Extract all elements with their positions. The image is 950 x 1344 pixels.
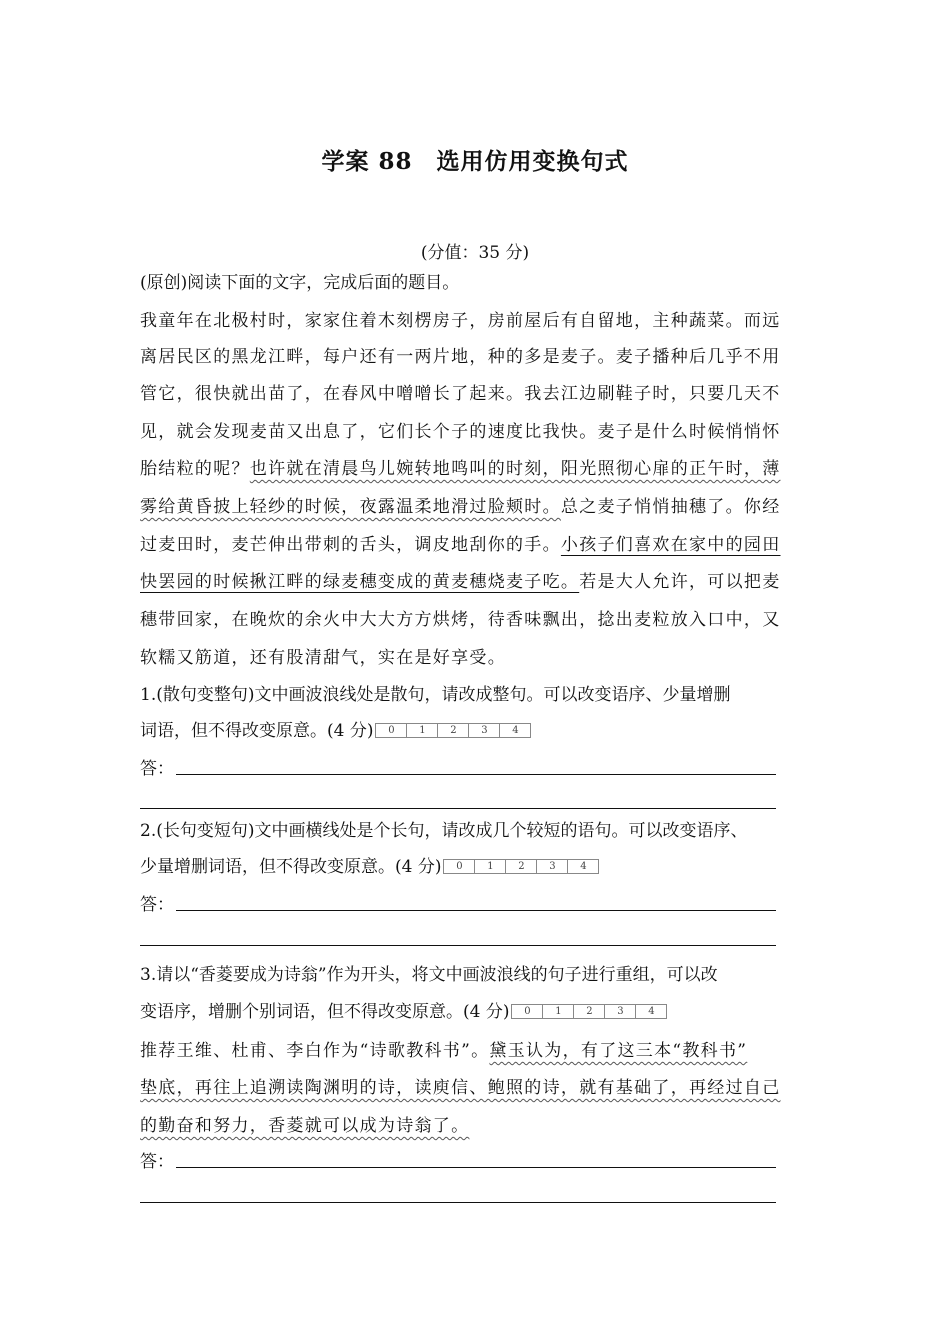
score-cell[interactable]: 2 <box>574 1005 605 1018</box>
passage-text: 胎结粒的呢？ <box>140 459 250 479</box>
wavy-underlined-text: 垫底，再往上追溯读陶渊明的诗，读庾信、鲍照的诗，就有基础了，再经过自己 <box>140 1078 781 1098</box>
passage-text: 若是大人允许，可以把麦 <box>579 572 781 592</box>
question-1-text <box>140 720 531 742</box>
score-box[interactable] <box>511 1004 667 1019</box>
answer-line[interactable] <box>140 808 776 809</box>
score-cell[interactable]: 4 <box>648 1006 655 1017</box>
answer-line[interactable] <box>140 1202 776 1203</box>
question-2-text: 2.(长句变短句)文中画横线处是个长句，请改成几个较短的语句。可以改变语序、 <box>140 821 748 841</box>
score-cell[interactable]: 3 <box>537 860 568 873</box>
question-2-text <box>140 856 599 878</box>
score-cell[interactable]: 0 <box>444 860 475 873</box>
answer-label: 答： <box>140 895 174 915</box>
answer-line[interactable] <box>176 774 776 775</box>
question-3-material <box>140 1077 781 1099</box>
question-3-material <box>140 1040 747 1062</box>
question-3-material <box>140 1115 469 1137</box>
score-cell[interactable]: 1 <box>475 860 506 873</box>
score-cell[interactable]: 1 <box>543 1005 574 1018</box>
wavy-underlined-text: 雾给黄昏披上轻纱的时候，夜露温柔地滑过脸颊时。 <box>140 497 561 517</box>
page-title: 学案 88 选用仿用变换句式 <box>321 148 629 175</box>
score-cell[interactable]: 1 <box>407 724 438 737</box>
score-cell[interactable]: 4 <box>580 861 587 872</box>
score-box[interactable] <box>443 859 599 874</box>
passage-line: 软糯又筋道，还有股清甜气，实在是好享受。 <box>140 648 506 668</box>
underlined-text: 小孩子们喜欢在家中的园田 <box>560 535 781 555</box>
underlined-text: 快罢园的时候揪江畔的绿麦穗变成的黄麦穗烧麦子吃。 <box>140 572 580 592</box>
answer-label: 答： <box>140 759 174 779</box>
passage-line: 离居民区的黑龙江畔，每户还有一两片地，种的多是麦子。麦子播种后几乎不用 <box>140 347 781 367</box>
passage-line: 管它，很快就出苗了，在春风中噌噌长了起来。我去江边刷鞋子时，只要几天不 <box>140 384 781 404</box>
passage-line: 见，就会发现麦苗又出息了，它们长个子的速度比我快。麦子是什么时候悄悄怀 <box>140 422 781 442</box>
wavy-underlined-text: 也许就在清晨鸟儿婉转地鸣叫的时刻，阳光照彻心扉的正午时，薄 <box>249 459 781 479</box>
score-cell[interactable]: 0 <box>376 724 407 737</box>
score-cell[interactable]: 3 <box>469 724 500 737</box>
question-3-text <box>140 1001 667 1023</box>
question-3-prompt: 变语序，增删个别词语，但不得改变原意。(4 分) <box>140 1002 510 1022</box>
passage-line <box>140 571 781 593</box>
question-1-prompt: 词语，但不得改变原意。(4 分) <box>140 721 374 741</box>
score-cell[interactable]: 2 <box>506 860 537 873</box>
question-3-text: 3.请以“香菱要成为诗翁”作为开头，将文中画波浪线的句子进行重组，可以改 <box>140 965 718 985</box>
question-2-prompt: 少量增删词语，但不得改变原意。(4 分) <box>140 857 442 877</box>
score-cell[interactable]: 0 <box>512 1005 543 1018</box>
wavy-underlined-text: 黛玉认为，有了这三本“教科书” <box>489 1041 748 1061</box>
answer-line[interactable] <box>176 1167 776 1168</box>
score-box[interactable] <box>375 723 531 738</box>
passage-text: 过麦田时，麦芒伸出带刺的舌头，调皮地刮你的手。 <box>140 535 561 555</box>
passage-line: 穗带回家，在晚炊的余火中大大方方烘烤，待香味飘出，捻出麦粒放入口中，又 <box>140 610 781 630</box>
answer-label: 答： <box>140 1152 174 1172</box>
score-cell[interactable]: 4 <box>512 725 519 736</box>
answer-line[interactable] <box>140 945 776 946</box>
intro-text: (原创)阅读下面的文字，完成后面的题目。 <box>140 273 460 293</box>
score-cell[interactable]: 2 <box>438 724 469 737</box>
wavy-underlined-text: 的勤奋和努力，香菱就可以成为诗翁了。 <box>140 1116 470 1136</box>
passage-line: 我童年在北极村时，家家住着木刻楞房子，房前屋后有自留地，主种蔬菜。而远 <box>140 311 781 331</box>
material-text: 推荐王维、杜甫、李白作为“诗歌教科书”。 <box>140 1041 490 1061</box>
passage-line <box>140 534 781 556</box>
passage-line <box>140 458 781 480</box>
question-1-text: 1.(散句变整句)文中画波浪线处是散句，请改成整句。可以改变语序、少量增删 <box>140 685 731 705</box>
score-cell[interactable]: 3 <box>605 1005 636 1018</box>
passage-text: 总之麦子悄悄抽穗了。你经 <box>560 497 781 517</box>
total-score: (分值：35 分) <box>420 243 530 263</box>
answer-line[interactable] <box>176 910 776 911</box>
passage-line <box>140 496 781 518</box>
